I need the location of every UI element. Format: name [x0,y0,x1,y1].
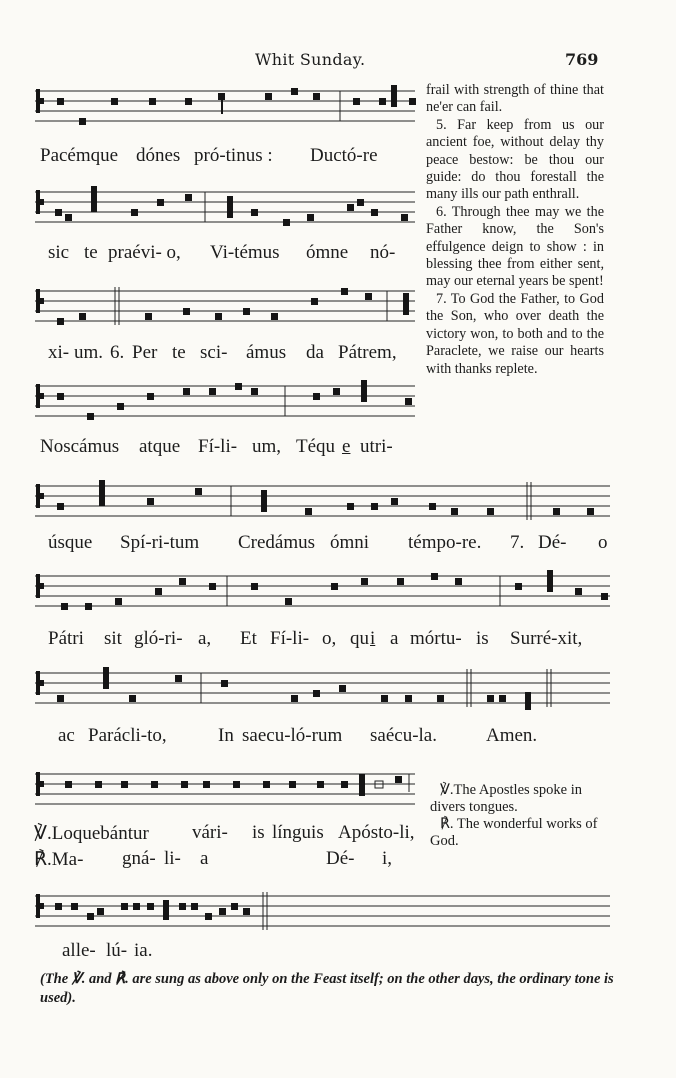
staff-6 [35,570,615,622]
staff-2 [35,186,420,238]
hymn-translation [426,82,604,378]
running-title: Whit Sunday. [255,50,366,69]
versicle-translation [430,782,612,850]
staff-3 [35,285,420,337]
translation-paragraph: 7. To God the Father, to God the Son, who over death the victory won, to both and to the Paraclete, we raise our hearts with thanks replete. [426,290,604,377]
translation-paragraph: 5. Far keep from us our ancient foe, without delay thy peace bestow: be thou our guide: do thou forestall the many ills our path enthrall. [426,116,604,203]
translation-paragraph: 6. Through thee may we the Father know, the Son's effulgence deign to show : in blessing thee from either sent, may our eternal years be spent! [426,203,604,290]
staff-8 [35,768,420,820]
staff-7 [35,667,615,719]
rubric-note: (The ℣. and ℟. are sung as above only on the Feast itself; on the other days, the ordinary tone is used). [40,971,614,1006]
response-text: ℟. The wonderful works of God. [430,816,598,849]
staff-5 [35,480,615,532]
staff-9 [35,890,615,942]
page-number: 769 [565,50,599,69]
staff-1 [35,85,420,137]
versicle-text: ℣.The Apostles spoke in divers tongues. [430,782,583,815]
staff-4 [35,380,420,432]
translation-paragraph: frail with strength of thine that ne'er can fail. [426,82,604,116]
